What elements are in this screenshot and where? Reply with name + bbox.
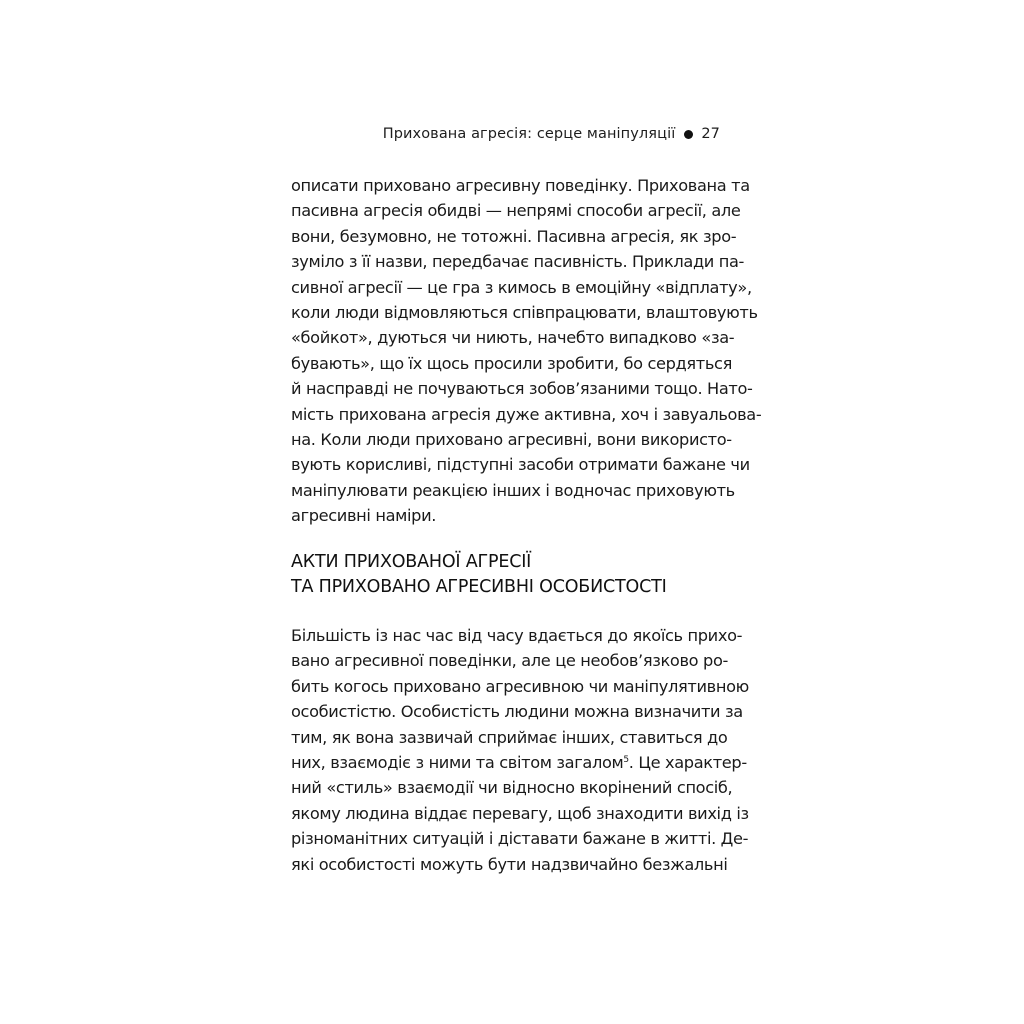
text-fragment: . Це характер- [628,752,747,772]
paragraph-1 [291,173,762,528]
text-line: мість прихована агресія дуже активна, хоч і завуальова- [291,404,762,424]
text-line: особистістю. Особистість людини можна визначити за [291,702,743,722]
text-line: пасивна агресія обидві — непрямі способи агресії, але [291,201,741,221]
text-line-with-footnote [291,750,747,775]
text-line: Більшість із нас час від часу вдається до якоїсь прихо- [291,626,743,645]
text-line: вони, безумовно, не тотожні. Пасивна агресія, як зро- [291,226,737,246]
text-line: «бойкот», дуються чи ниють, начебто випадково «за- [291,328,735,348]
page-number: 27 [701,126,720,142]
bullet-separator-icon [684,130,693,139]
text-line: на. Коли люди приховано агресивні, вони використо- [291,429,732,449]
text-line: якому людина віддає перевагу, щоб знаходити вихід із [291,803,749,823]
text-line: бить когось приховано агресивною чи маніпулятивною [291,676,749,696]
section-heading-line-1: АКТИ ПРИХОВАНОЇ АГРЕСІЇ [291,552,532,572]
text-fragment: них, взаємодіє з ними та світом загалом [291,752,624,772]
text-line: сивної агресії — це гра з кимось в емоційну «відплату», [291,277,752,297]
text-line: тим, як вона зазвичай сприймає інших, ставиться до [291,727,728,747]
text-line: маніпулювати реакцією інших і водночас приховують [291,480,735,500]
text-line: вують корисливі, підступні засоби отримати бажане чи [291,455,750,475]
running-head [383,126,720,142]
text-line: різноманітних ситуацій і діставати бажане в житті. Де- [291,829,749,849]
running-head-title: Прихована агресія: серце маніпуляції [382,126,676,142]
paragraph-2 [291,623,749,877]
section-heading [291,550,731,600]
section-heading-line-2: ТА ПРИХОВАНО АГРЕСИВНІ ОСОБИСТОСТІ [291,577,667,597]
text-line: бувають», що їх щось просили зробити, бо сердяться [291,353,732,373]
text-line: описати приховано агресивну поведінку. Прихована та [291,176,750,195]
footnote-reference[interactable]: 5 [623,754,629,765]
text-line: коли люди відмовляються співпрацювати, влаштовують [291,302,758,322]
text-line: агресивні наміри. [291,506,437,526]
text-line: ний «стиль» взаємодії чи відносно вкорінений спосіб, [291,778,733,798]
text-line: й насправді не почуваються зобов’язаними тощо. Нато- [291,379,753,399]
text-line: які особистості можуть бути надзвичайно безжальні [291,854,728,874]
text-line: вано агресивної поведінки, але це необов’язково ро- [291,651,728,671]
text-line: зуміло з її назви, передбачає пасивність. Приклади па- [291,252,745,272]
